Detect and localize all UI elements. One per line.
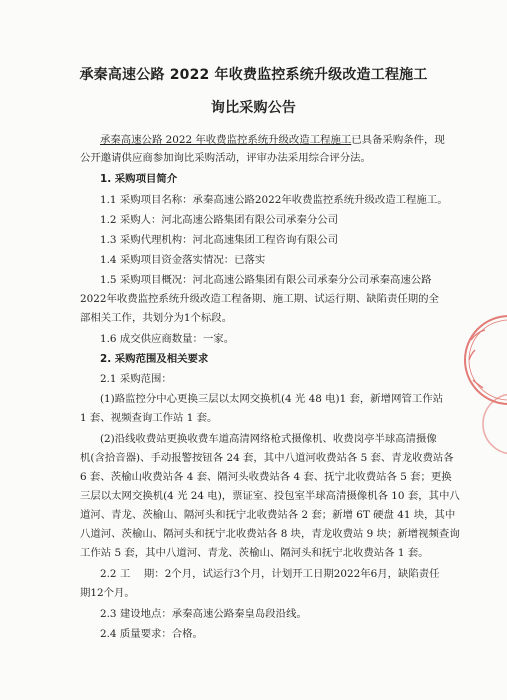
intro-paragraph-line2: 公开邀请供应商参加询比采购活动，评审办法采用综合评分法。: [80, 152, 371, 164]
section2-heading: 2. 采购范围及相关要求: [100, 353, 209, 365]
s1-3: 1.3 采购代理机构：河北高速集团工程咨询有限公司: [100, 234, 339, 246]
item2-line6: 八道河、茨榆山、隔河头和抚宁北收费站各 8 块，青龙收费站 9 块；新增视频查询: [80, 528, 460, 540]
s1-5-line2: 2022年收费监控系统升级改造工程备期、施工期、试运行期、缺陷责任期的全: [80, 293, 439, 305]
intro-paragraph-line1: [100, 133, 445, 147]
item2-line5: 道河、青龙、茨榆山、隔河头和抚宁北收费站各 2 套；新增 6T 硬盘 41 块，其中: [80, 509, 456, 521]
s2-3: 2.3 建设地点：承秦高速公路秦皇岛段沿线。: [100, 608, 307, 620]
item2-line7: 工作站 5 套，其中八道河、青龙、茨榆山、隔河头和抚宁北收费站各 1 套。: [80, 547, 429, 559]
item2-line3: 6 套、茨榆山收费站各 4 套、隔河头收费站各 4 套、抚宁北收费站各 5 套；更换: [80, 471, 452, 483]
item2-line2: 机(含拾音器)、手动报警按钮各 24 套，其中八道河收费站各 5 套、青龙收费站各: [80, 452, 454, 464]
intro-rest: 已具备采购条件，现: [351, 134, 445, 146]
section1-heading: 1. 采购项目简介: [100, 173, 178, 185]
s1-1: 1.1 采购项目名称：承秦高速公路2022年收费监控系统升级改造工程施工。: [100, 194, 448, 206]
s1-5-line3: 部相关工作，共划分为1个标段。: [80, 312, 233, 324]
seal-stamp-icon: [461, 300, 507, 460]
item2-line1: (2)沿线收费站更换收费车道高清网络枪式摄像机、收费岗亭半球高清摄像: [100, 433, 437, 445]
document-title-line1: 承秦高速公路 2022 年收费监控系统升级改造工程施工: [79, 67, 428, 83]
item1-line2: 1 套、视频查询工作站 1 套。: [80, 412, 218, 424]
item2-line4: 三层以太网交换机(4 光 24 电)，票证室、投包室半球高清摄像机各 10 套，其中八: [80, 490, 460, 502]
s1-6: 1.6 成交供应商数量：一家。: [100, 333, 235, 345]
s2-2-line2: 期12个月。: [80, 587, 135, 599]
document-title-line2: 询比采购公告: [210, 100, 297, 116]
s1-4: 1.4 采购项目资金落实情况：已落实: [100, 254, 266, 266]
s2-1: 2.1 采购范围：: [100, 373, 172, 385]
s2-4: 2.4 质量要求：合格。: [100, 628, 203, 640]
project-name-underlined: 承秦高速公路 2022 年收费监控系统升级改造工程施工: [100, 134, 352, 146]
s1-2: 1.2 采购人：河北高速公路集团有限公司承秦分公司: [100, 214, 339, 226]
item1-line1: (1)路监控分中心更换三层以太网交换机(4 光 48 电)1 套，新增网管工作站: [100, 393, 444, 405]
s1-5-line1: 1.5 采购项目概况：河北高速公路集团有限公司承秦分公司承秦高速公路: [100, 274, 432, 286]
s2-2-line1: 2.2 工 期：2个月，试运行3个月，计划开工日期2022年6月，缺陷责任: [100, 568, 440, 580]
